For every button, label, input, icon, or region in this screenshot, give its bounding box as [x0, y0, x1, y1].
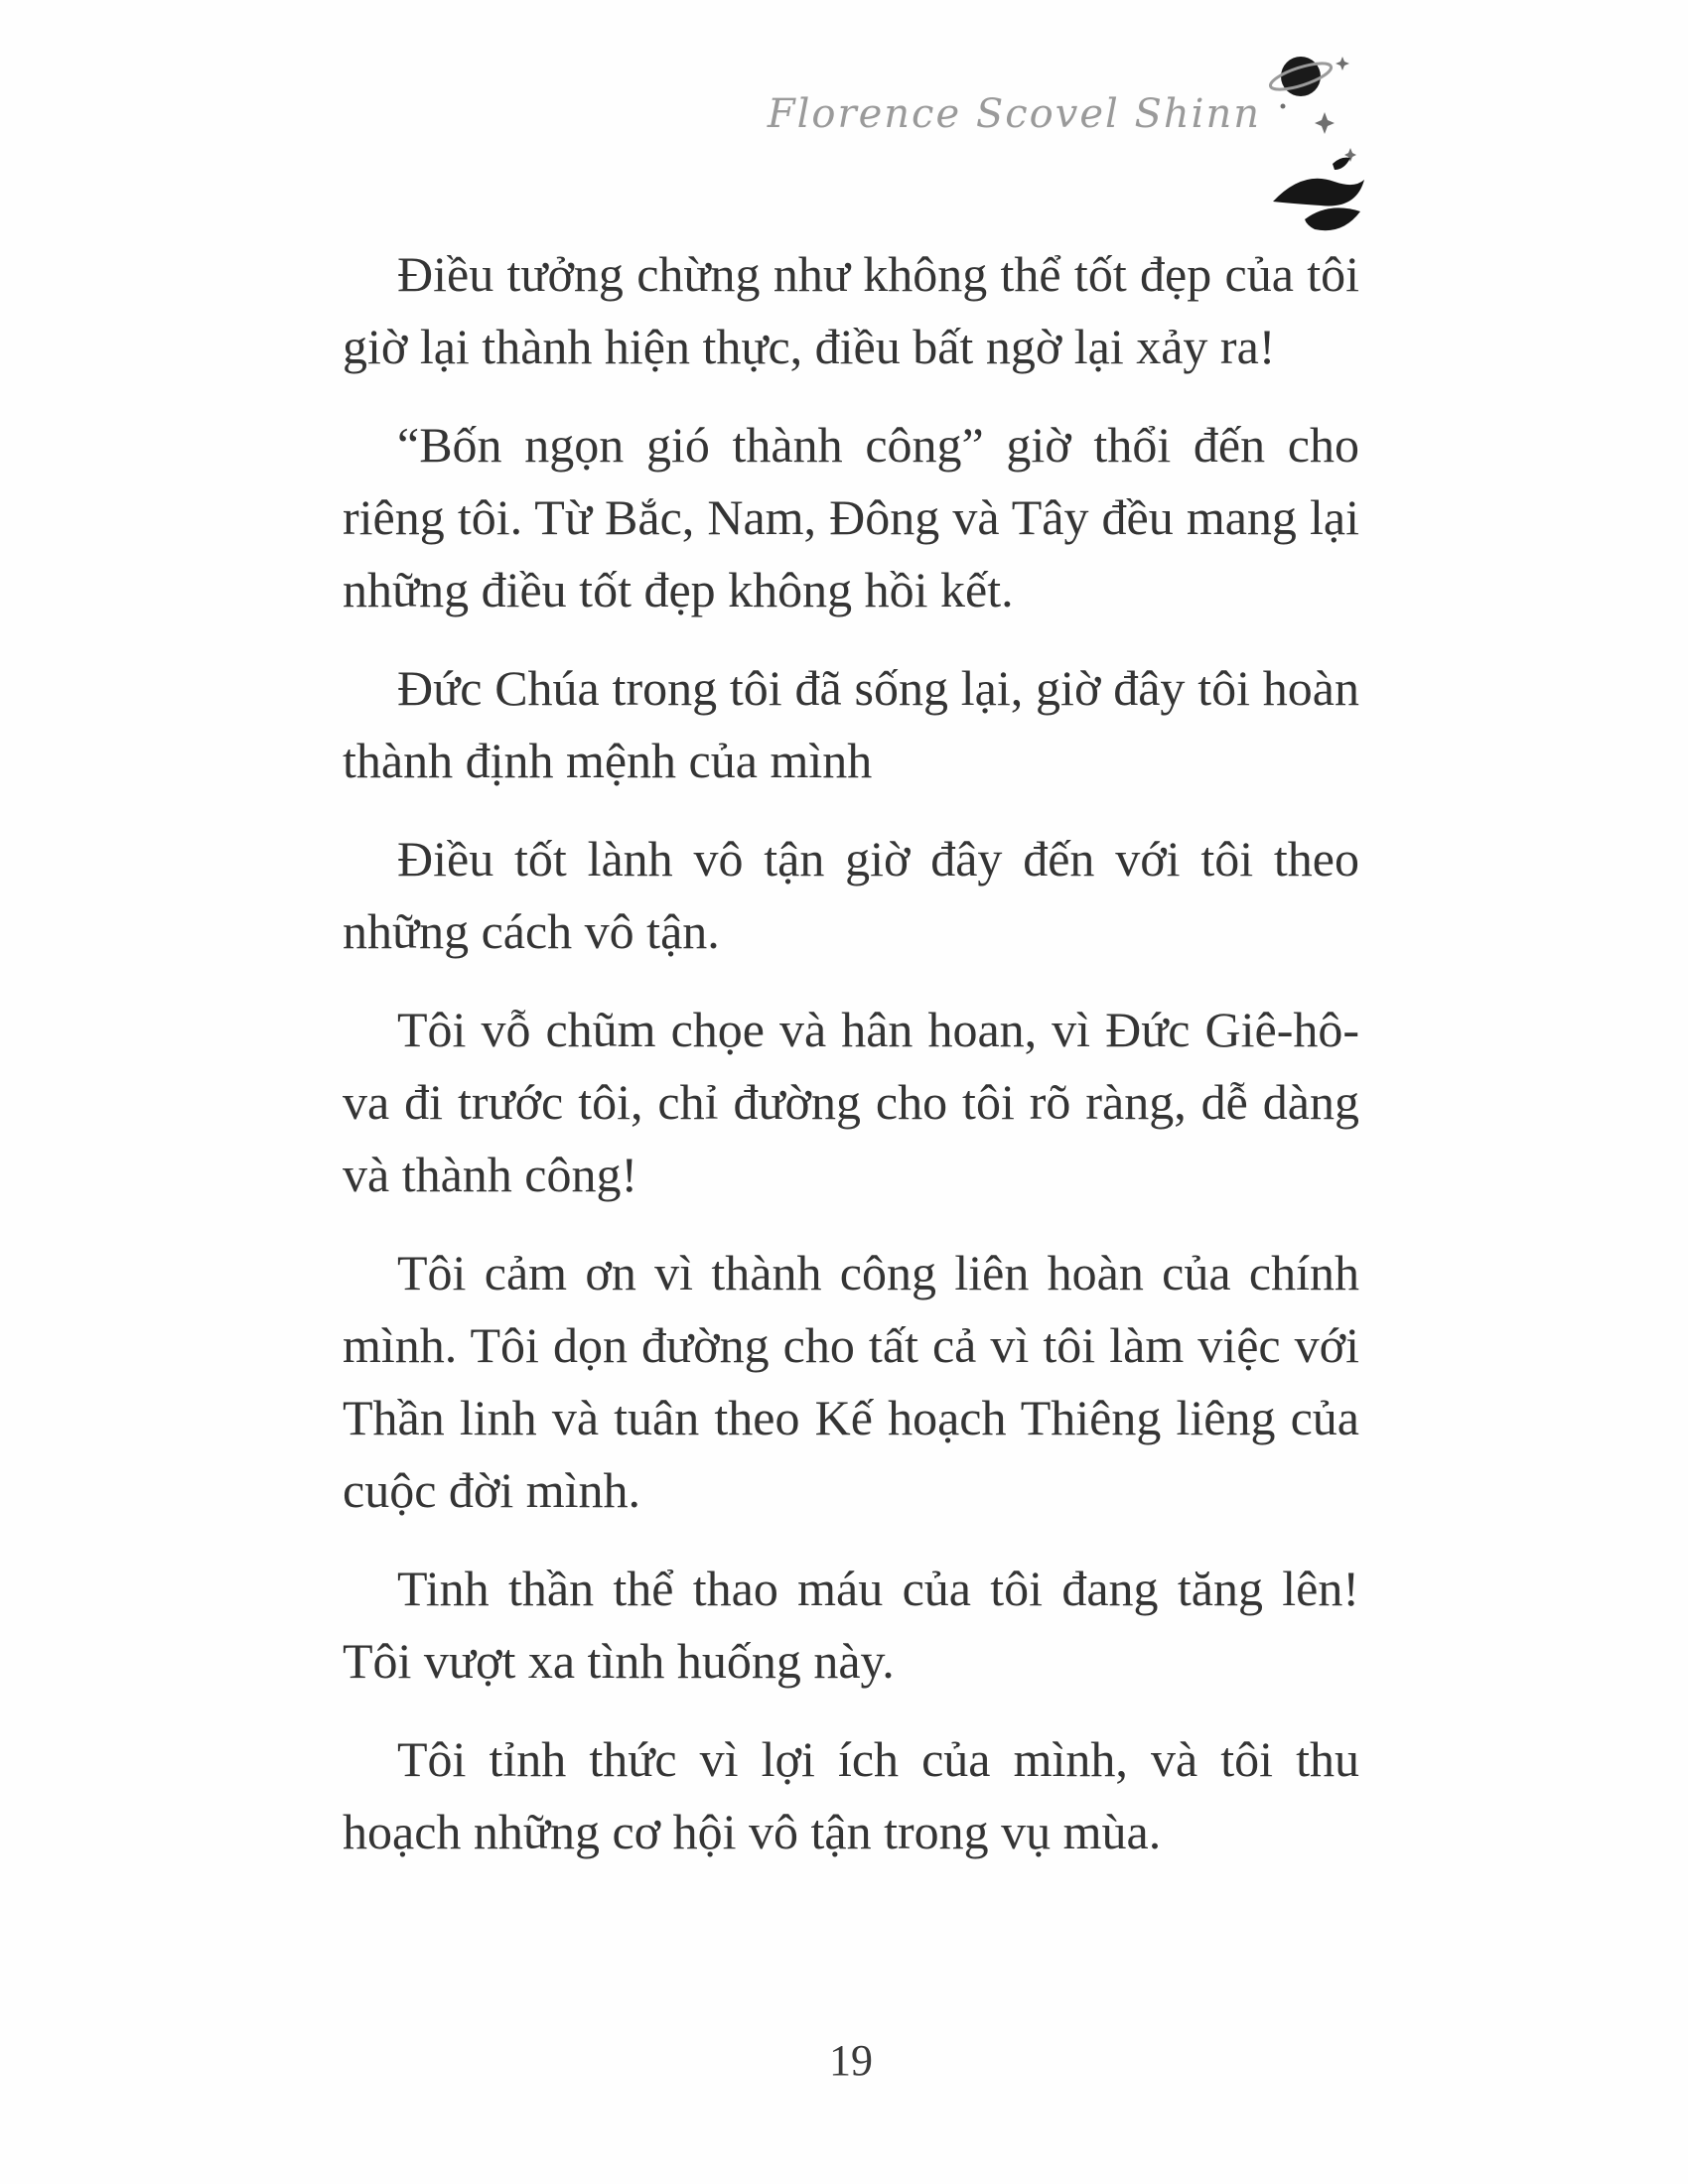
- page-header-author: Florence Scovel Shinn: [767, 91, 1261, 137]
- paragraph: “Bốn ngọn gió thành công” giờ thổi đến cho riêng tôi. Từ Bắc, Nam, Đông và Tây đều mang lại những điều tốt đẹp không hồi kết.: [343, 417, 1359, 617]
- celestial-ornament: [1263, 45, 1367, 243]
- page-number: 19: [829, 2036, 873, 2085]
- dark-foliage-icon: [1273, 158, 1364, 231]
- saturn-planet-icon: [1268, 57, 1334, 96]
- paragraph: Điều tốt lành vô tận giờ đây đến với tôi theo những cách vô tận.: [343, 831, 1359, 959]
- paragraph: Điều tưởng chừng như không thể tốt đẹp của tôi giờ lại thành hiện thực, điều bất ngờ lại xảy ra!: [343, 246, 1359, 374]
- paragraph: Tinh thần thể thao máu của tôi đang tăng lên! Tôi vượt xa tình huống này.: [343, 1561, 1359, 1689]
- paragraph: Tôi vỗ chũm chọe và hân hoan, vì Đức Giê-hô-va đi trước tôi, chỉ đường cho tôi rõ ràng, dễ dàng và thành công!: [343, 1002, 1359, 1202]
- paragraph: Tôi tỉnh thức vì lợi ích của mình, và tôi thu hoạch những cơ hội vô tận trong vụ mùa.: [343, 1731, 1359, 1859]
- paragraph: Tôi cảm ơn vì thành công liên hoàn của chính mình. Tôi dọn đường cho tất cả vì tôi làm việc với Thần linh và tuân theo Kế hoạch Thiêng liêng của cuộc đời mình.: [343, 1245, 1359, 1518]
- paragraph: Đức Chúa trong tôi đã sống lại, giờ đây tôi hoàn thành định mệnh của mình: [343, 660, 1359, 788]
- body-text: [343, 238, 1359, 1894]
